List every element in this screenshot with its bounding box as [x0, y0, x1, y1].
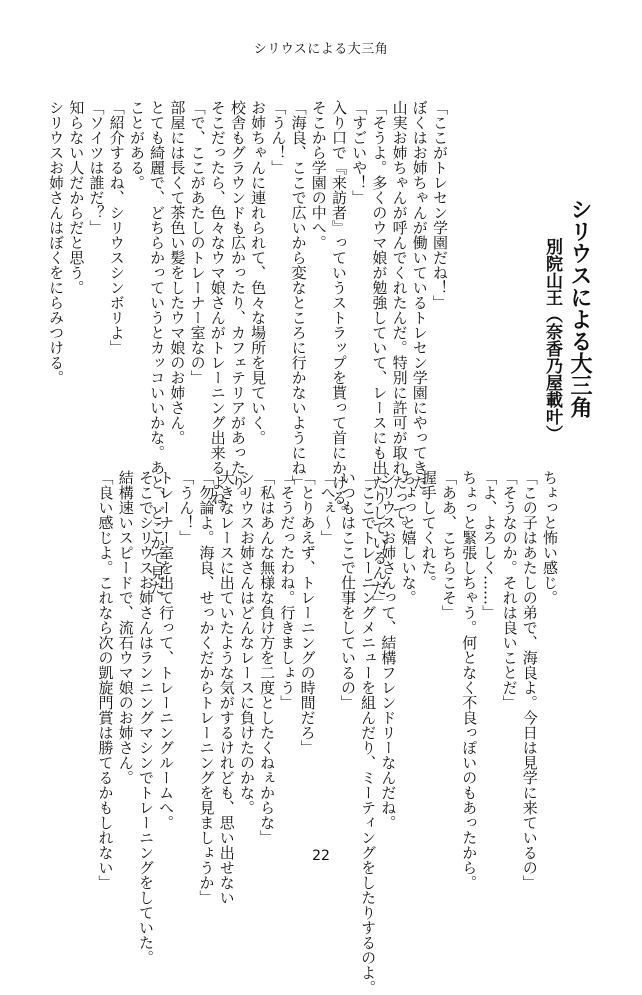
text-line: 「ああ、こちらこそ」 — [439, 470, 458, 620]
text-line: 校舎もグラウンドも広かったり、カフェテリアがあったり。 — [228, 100, 247, 505]
text-line: 「そうなのか。それは良いことだ」 — [500, 470, 519, 710]
text-line: 握手してくれた。 — [419, 470, 438, 590]
text-line: 大きなレースに出ていたような気がするけれども、思い出せない — [217, 470, 236, 905]
text-line: シリウスお姉さんはどんなレースに負けたのかな。 — [237, 470, 256, 815]
text-line: お姉ちゃんに連れられて、色々な場所を見ていく。 — [249, 100, 268, 445]
text-line: ことがある。 — [127, 100, 146, 190]
text-line: いつもはここで仕事をしているの」 — [338, 470, 357, 710]
text-line: 「そうよ。多くのウマ娘が勉強していて、レースにも出たりしているんだ」 — [370, 100, 389, 610]
text-line: 「ここでトレーニングメニューを組んだり、ミーティングをしたりするのよ。 — [359, 470, 378, 995]
text-line: とても綺麗で、どちらかっていうとカッコいいかな。あと、どこかで見た — [148, 100, 167, 595]
text-line: そこだったら、色々なウマ娘さんがトレーニング出来るよね。 — [208, 100, 227, 520]
text-line: トレーナー室を出て行って、トレーニングルームへ。 — [157, 470, 176, 830]
title-block — [515, 198, 595, 442]
text-line: 「うん！」 — [177, 470, 196, 545]
text-line: 「とりあえず、トレーニングの時間だろ」 — [298, 470, 317, 755]
text-line: 入り口で『来訪者』っていうストラップを貰って首にかける。 — [329, 100, 348, 520]
running-header: シリウスによる大三角 — [253, 42, 389, 57]
text-line: 「ここがトレセン学園だね！」 — [431, 100, 449, 310]
text-line: 「すごいや！」 — [350, 100, 369, 205]
text-line: 部屋には長くて茶色い髪をしたウマ娘のお姉さん。 — [168, 100, 187, 445]
text-line: 「私はあんな無様な負け方を二度としたくねぇからな」 — [258, 470, 277, 845]
text-line: そこでシリウスお姉さんはランニングマシンでトレーニングをしていた。 — [136, 470, 155, 965]
text-line: ちょっと嬉しいな。 — [399, 470, 418, 605]
page-number: 22 — [312, 848, 330, 864]
text-line: ちょっと怖い感じ。 — [541, 470, 559, 605]
text-line: 知らない人だからだと思う。 — [67, 100, 86, 295]
text-line: 「ソイツは誰だ？」 — [87, 100, 106, 235]
text-line: そこから学園の中へ。 — [309, 100, 328, 250]
text-line: 「そうだったわね。行きましょう」 — [278, 470, 297, 710]
text-line: 「よ、よろしく……」 — [480, 470, 499, 620]
text-line: 「この子はあたしの弟で、海良よ。今日は見学に来ているの」 — [520, 470, 539, 890]
story-title: シリウスによる大三角 — [567, 198, 593, 418]
text-line: 山実お姉ちゃんが呼んでくれたんだ。特別に許可が取れたって。 — [390, 100, 409, 535]
text-line: ぼくはお姉ちゃんが働いているトレセン学園にやってきた。 — [410, 100, 429, 505]
text-line: 「良い感じよ。これなら次の凱旋門賞は勝てるかもしれない」 — [96, 470, 115, 890]
text-line: 「海良、ここで広いから変なところに行かないようにね」 — [289, 100, 308, 490]
author-name: 別院山王（奈香乃屋載叶） — [542, 238, 562, 442]
text-line: シリウスお姉さんって、結構フレンドリーなんだね。 — [379, 470, 398, 830]
text-line: 「紹介するね、シリウスシンボリよ」 — [107, 100, 126, 355]
text-line: 「へぇ～」 — [318, 470, 337, 545]
text-line: 「勿論よ。海良、せっかくだからトレーニングを見ましょうか」 — [197, 470, 216, 905]
text-line: 「で、ここがあたしのトレーナー室なの」 — [188, 100, 207, 385]
text-line: 結構速いスピードで、流石ウマ娘のお姉さん。 — [116, 470, 135, 785]
text-line: シリウスお姉さんはぼくをにらみつける。 — [47, 100, 66, 385]
text-line: ちょっと緊張しちゃう。何となく不良っぽいのもあったから。 — [460, 470, 479, 890]
text-line: 「うん！」 — [269, 100, 288, 175]
